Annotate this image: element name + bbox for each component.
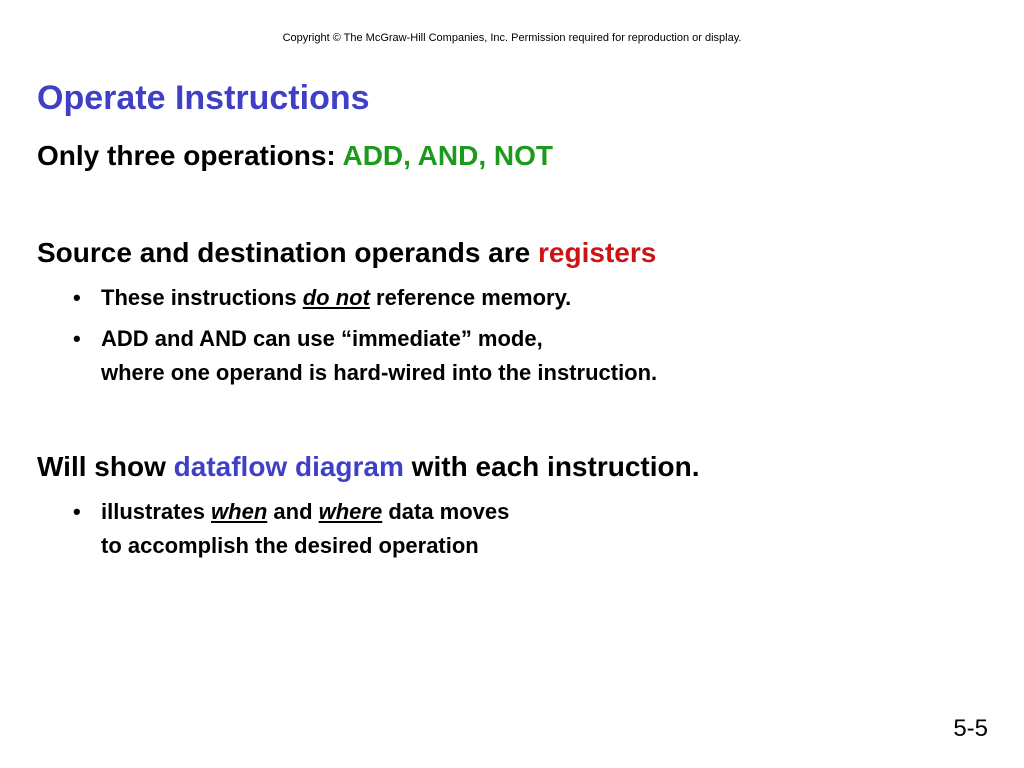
slide-title: Operate Instructions bbox=[37, 79, 370, 117]
registers-highlight: registers bbox=[538, 237, 657, 268]
dataflow-highlight: dataflow diagram bbox=[173, 451, 404, 482]
bullet-illustrates-pre: illustrates bbox=[101, 499, 212, 524]
operands-lead: Source and destination operands are bbox=[37, 237, 539, 268]
bullet-memory-post: reference memory. bbox=[369, 285, 572, 310]
bullet-illustrates-post: data moves bbox=[382, 499, 510, 524]
operations-lead: Only three operations: bbox=[37, 140, 343, 171]
bullet-memory bbox=[73, 281, 571, 315]
operations-line bbox=[37, 140, 553, 172]
bullet-illustrates-where: where bbox=[318, 499, 383, 524]
bullet-immediate bbox=[73, 322, 543, 356]
operations-list: ADD, AND, NOT bbox=[342, 140, 553, 171]
bullet-symbol: • bbox=[73, 326, 81, 351]
bullet-illustrates-when: when bbox=[211, 499, 268, 524]
bullet-immediate-continuation: where one operand is hard-wired into the instruction. bbox=[101, 360, 658, 385]
bullet-symbol: • bbox=[73, 285, 81, 310]
bullet-illustrates-continuation: to accomplish the desired operation bbox=[101, 533, 479, 558]
dataflow-line bbox=[37, 451, 700, 483]
bullet-illustrates bbox=[73, 495, 509, 529]
copyright-notice: Copyright © The McGraw-Hill Companies, Inc. Permission required for reproduction or display. bbox=[282, 32, 742, 44]
bullet-immediate-line-a: ADD and AND can use “immediate” mode, bbox=[101, 326, 543, 351]
bullet-symbol: • bbox=[73, 499, 81, 524]
dataflow-pre: Will show bbox=[37, 451, 174, 482]
bullet-memory-pre: These instructions bbox=[101, 285, 303, 310]
bullet-memory-emph: do not bbox=[302, 285, 370, 310]
dataflow-post: with each instruction. bbox=[403, 451, 700, 482]
operands-line bbox=[37, 237, 656, 269]
bullet-illustrates-mid: and bbox=[267, 499, 319, 524]
page-number: 5-5 bbox=[953, 715, 988, 742]
